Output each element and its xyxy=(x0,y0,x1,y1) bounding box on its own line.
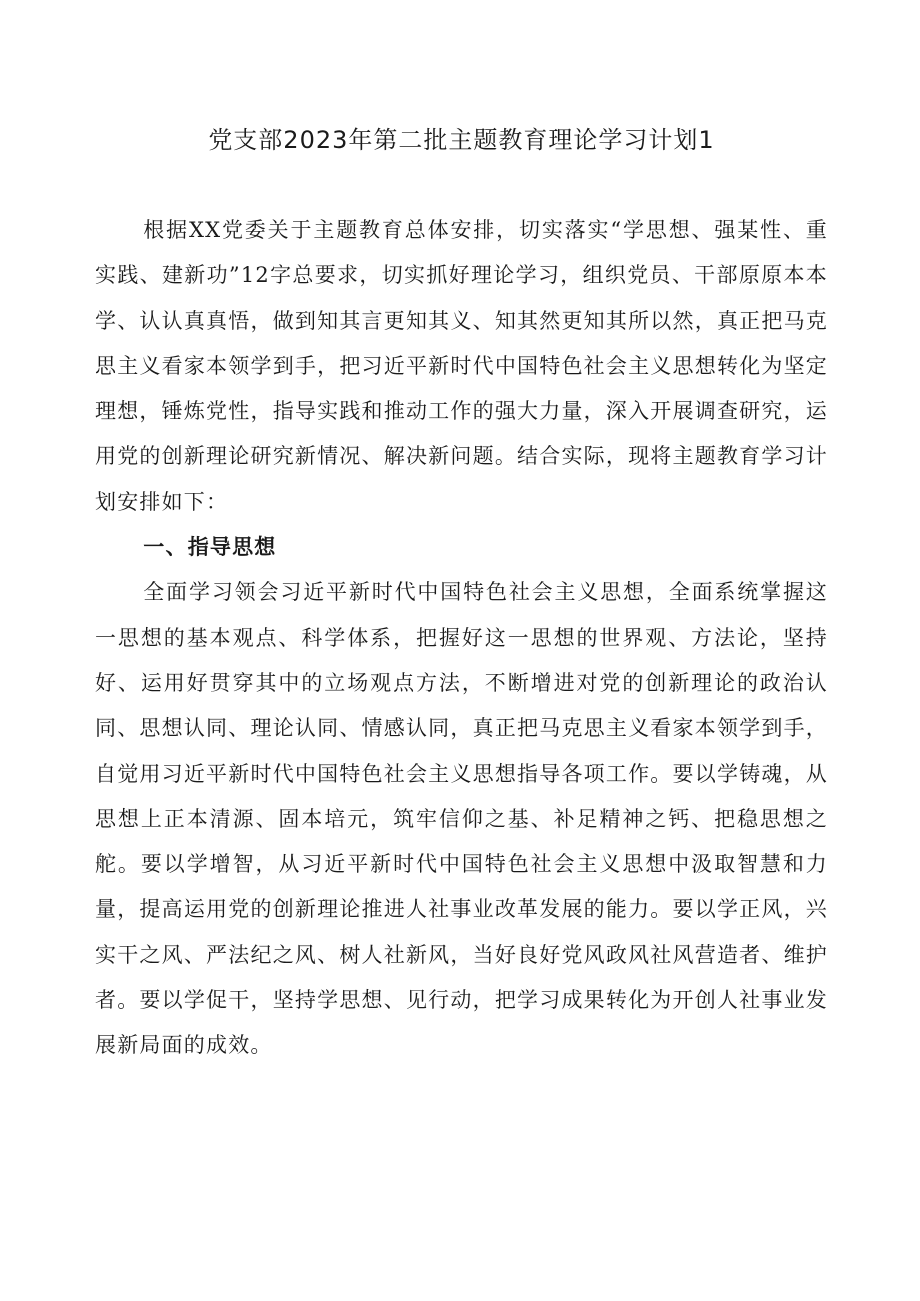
section-heading-guiding-thought: 一、指导思想 xyxy=(143,535,277,560)
section-body-guiding-thought: 全面学习领会习近平新时代中国特色社会主义思想，全面系统掌握这一思想的基本观点、科学体系，把握好这一思想的世界观、方法论，坚持好、运用好贯穿其中的立场观点方法，不断增进对党的创新理论的政治认同、思想认同、理论认同、情感认同，真正把马克思主义看家本领学到手，自觉用习近平新时代中国特色社会主义思想指导各项工作。要以学铸魂，从思想上正本清源、固本培元，筑牢信仰之基、补足精神之钙、把稳思想之舵。要以学增智，从习近平新时代中国特色社会主义思想中汲取智慧和力量，提高运用党的创新理论推进人社事业改革发展的能力。要以学正风，兴实干之风、严法纪之风、树人社新风，当好良好党风政风社风营造者、维护者。要以学促干，坚持学思想、见行动，把学习成果转化为开创人社事业发展新局面的成效。 xyxy=(95,580,828,1058)
document-title: 党支部2023年第二批主题教育理论学习计划1 xyxy=(208,126,715,154)
intro-paragraph: 根据XX党委关于主题教育总体安排，切实落实“学思想、强某性、重实践、建新功”12字总要求，切实抓好理论学习，组织党员、干部原原本本学、认认真真悟，做到知其言更知其义、知其然更知其所以然，真正把马克思主义看家本领学到手，把习近平新时代中国特色社会主义思想转化为坚定理想，锤炼党性，指导实践和推动工作的强大力量，深入开展调查研究，运用党的创新理论研究新情况、解决新问题。结合实际，现将主题教育学习计划安排如下： xyxy=(95,218,828,514)
